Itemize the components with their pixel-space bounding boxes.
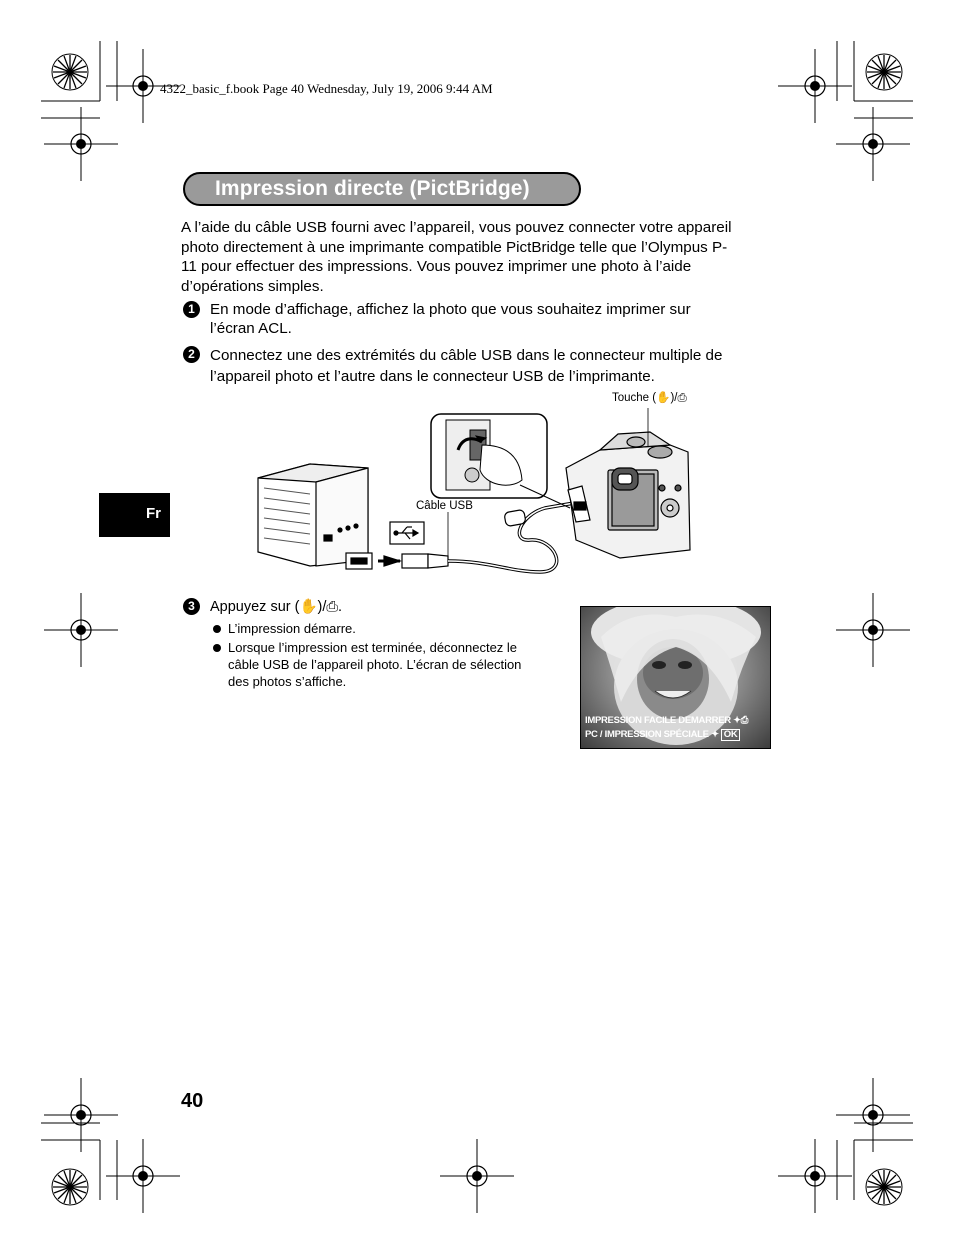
touche-label — [612, 390, 687, 405]
hand-print-icon: (✋)/⎙ — [652, 392, 687, 404]
child-photo — [581, 607, 771, 749]
ok-button-icon: OK — [721, 729, 741, 741]
intro-line: A l’aide du câble USB fourni avec l’appareil, vous pouvez connecter votre appareil — [181, 219, 732, 236]
screen-line-1-text: IMPRESSION FACILE DEMARRER — [585, 715, 731, 726]
bullet-dot-icon — [213, 625, 221, 633]
screen-line-2-text: PC / IMPRESSION SPÉCIALE — [585, 729, 709, 740]
bullet-item — [212, 639, 542, 690]
bullet-item — [212, 620, 542, 637]
intro-line: photo directement à une imprimante compatible PictBridge telle que l’Olympus P- — [181, 238, 728, 256]
step-2-text — [210, 345, 790, 387]
connection-illustration — [250, 390, 710, 580]
touche-text: Touche — [612, 392, 650, 404]
cross-print-icon: ✦⎙ — [733, 715, 749, 726]
step-line: Connectez une des extrémités du câble USB dans le connecteur multiple de — [210, 347, 723, 364]
step-3-bullets — [212, 620, 542, 692]
screen-line-1 — [585, 715, 748, 726]
step-number-1: 1 — [183, 301, 200, 318]
bullet-text: Lorsque l’impression est terminée, déconnectez le câble USB de l’appareil photo. L’écran de sélection des photos s’affiche. — [228, 640, 522, 689]
hand-print-icon: (✋)/⎙. — [294, 599, 343, 615]
step-number-3: 3 — [183, 598, 200, 615]
page-number: 40 — [181, 1090, 204, 1112]
cable-label: Câble USB — [416, 500, 473, 512]
page-title: Impression directe (PictBridge) — [215, 177, 530, 200]
step-line: l’appareil photo et l’autre dans le connecteur USB de l’imprimante. — [210, 368, 655, 385]
step-line: l’écran ACL. — [210, 320, 292, 337]
step-number-2: 2 — [183, 346, 200, 363]
bullet-text: L’impression démarre. — [228, 621, 356, 636]
step-1-text — [210, 300, 790, 338]
step-3-text — [210, 597, 570, 618]
printer-illustration — [258, 464, 368, 566]
cross-icon: ✦ — [711, 729, 719, 740]
bullet-dot-icon — [213, 644, 221, 652]
intro-paragraph — [181, 218, 781, 296]
step-line: Appuyez sur — [210, 599, 291, 615]
step-line: En mode d’affichage, affichez la photo que vous souhaitez imprimer sur — [210, 301, 691, 318]
print-header: 4322_basic_f.book Page 40 Wednesday, July 19, 2006 9:44 AM — [160, 81, 493, 96]
intro-line: 11 pour effectuer des impressions. Vous pouvez imprimer une photo à l’aide — [181, 258, 692, 275]
screen-line-2 — [585, 729, 740, 741]
intro-line: d’opérations simples. — [181, 277, 324, 295]
camera-screen-preview — [580, 606, 771, 749]
language-tab-label: Fr — [146, 505, 161, 522]
